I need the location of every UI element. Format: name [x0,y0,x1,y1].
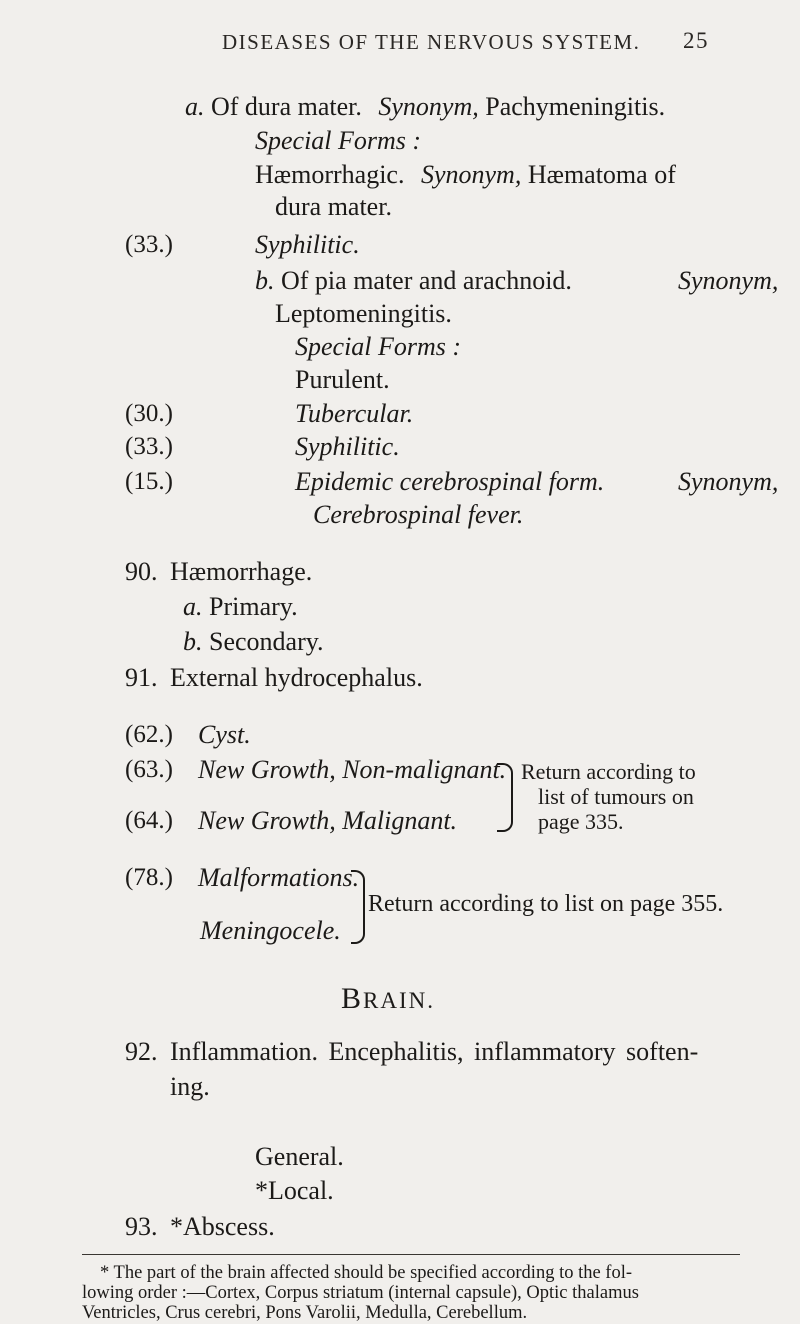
synonym-label: Synonym, [378,92,479,121]
entry-a [185,92,665,122]
cerebrospinal-fever: Cerebrospinal fever. [313,500,524,529]
general: General. [255,1142,344,1171]
tubercular: Tubercular. [295,399,414,428]
haematoma: Hæmatoma of [527,160,676,189]
abscess: *Abscess. [170,1212,275,1241]
num-93: 93. [125,1212,158,1241]
leptomeningitis: Leptomeningitis. [275,299,452,328]
synonym-label: Synonym, [420,160,522,189]
label-b: b. [255,266,275,295]
ref-62: (62.) [125,721,173,748]
brain-heading-rest: RAIN. [363,988,435,1013]
secondary: Secondary. [209,627,324,656]
external-hydrocephalus: External hydrocephalus. [170,663,423,692]
return-note-1-line2: list of tumours on [538,784,694,809]
footnote-rule [82,1254,740,1255]
ref-30: (30.) [125,400,173,427]
synonym-label: Synonym, [678,266,779,295]
footnote-line-2: lowing order :—Cortex, Corpus striatum (internal capsule), Optic thalamus [82,1283,639,1303]
synonym-label: Synonym, [678,467,779,496]
num-91: 91. [125,663,158,692]
ref-78: (78.) [125,864,173,891]
ref-33b: (33.) [125,433,173,460]
footnote-line-3: Ventricles, Crus cerebri, Pons Varolii, Medulla, Cerebellum. [82,1303,528,1323]
label-a: a. [183,592,203,621]
footnote-line-1: * The part of the brain affected should be specified according to the fol- [100,1263,633,1283]
inflammation: Inflammation. Encephalitis, inflammatory soften- [170,1037,699,1066]
haemorrhagic: Hæmorrhagic. [255,160,405,189]
haemorrhage: Hæmorrhage. [170,557,313,586]
brain-heading [341,982,435,1016]
ref-63: (63.) [125,756,173,783]
entry-b [255,266,572,296]
return-note-2: Return according to list on page 355. [368,891,724,917]
cyst: Cyst. [198,720,251,749]
haemorrhagic-line [255,160,676,190]
pia-mater-text: Of pia mater and arachnoid. [281,266,572,295]
label-a: a. [185,92,205,121]
ref-33a: (33.) [125,231,173,258]
pachymeningitis: Pachymeningitis. [485,92,666,121]
num-92: 92. [125,1037,158,1066]
sub-b [183,627,324,657]
page-number: 25 [683,28,709,53]
special-forms-2: Special Forms : [295,332,462,361]
label-b: b. [183,627,203,656]
running-header: DISEASES OF THE NERVOUS SYSTEM. [222,30,641,54]
local: *Local. [255,1176,334,1205]
ref-15: (15.) [125,468,173,495]
new-growth-malignant: New Growth, Malignant. [198,806,458,835]
special-forms-1: Special Forms : [255,126,422,155]
meningocele: Meningocele. [200,916,341,945]
syphilitic-1: Syphilitic. [255,230,360,259]
inflammation-cont: ing. [170,1072,210,1101]
malformations: Malformations. [198,863,360,892]
new-growth-non-malignant: New Growth, Non-malignant. [198,755,507,784]
return-note-1-line1: Return according to [521,759,696,784]
sub-a [183,592,298,622]
right-brace-1 [497,763,513,832]
dura-mater-text: Of dura mater. [211,92,362,121]
dura-mater-cont: dura mater. [275,192,392,221]
primary: Primary. [209,592,298,621]
ref-64: (64.) [125,807,173,834]
epidemic-form: Epidemic cerebrospinal form. [295,467,605,496]
brain-heading-initial: B [341,982,364,1015]
syphilitic-2: Syphilitic. [295,432,400,461]
return-note-1-line3: page 335. [538,809,624,834]
num-90: 90. [125,557,158,586]
purulent: Purulent. [295,365,390,394]
right-brace-2 [351,870,365,944]
